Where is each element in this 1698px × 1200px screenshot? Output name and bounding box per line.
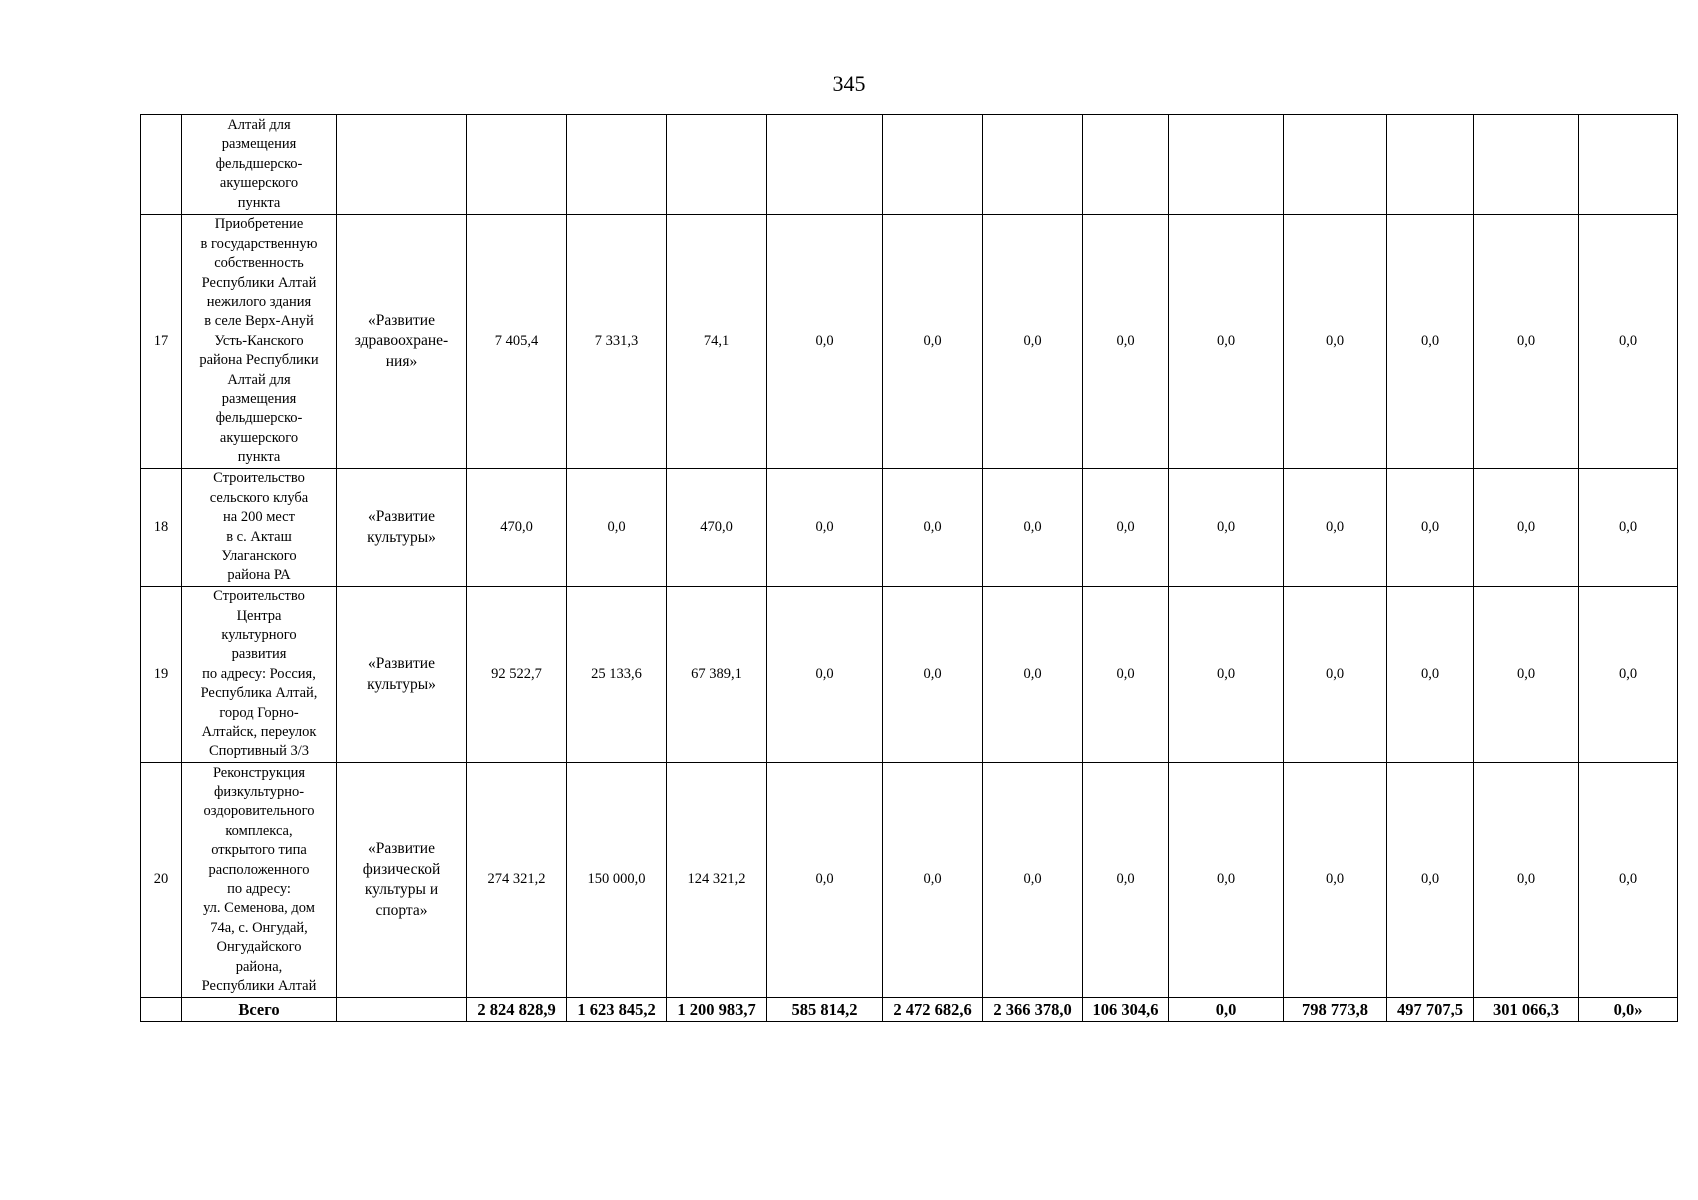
value-cell [667, 115, 767, 215]
value-cell: 0,0 [1579, 215, 1678, 469]
program-cell [337, 215, 467, 469]
value-cell: 0,0 [1387, 215, 1474, 469]
table-row [141, 469, 1678, 587]
value-cell [1169, 115, 1284, 215]
value-cell: 274 321,2 [467, 763, 567, 998]
total-label: Всего [182, 998, 337, 1022]
value-cell: 0,0 [1284, 763, 1387, 998]
total-value-cell: 585 814,2 [767, 998, 883, 1022]
value-cell: 0,0 [767, 763, 883, 998]
program-cell [337, 469, 467, 587]
value-cell: 74,1 [667, 215, 767, 469]
value-cell [567, 115, 667, 215]
value-cell: 0,0 [1284, 587, 1387, 763]
table-row [141, 587, 1678, 763]
value-cell: 0,0 [1284, 469, 1387, 587]
object-name-text: Строительство сельского клуба на 200 мест в с. Акташ Улаганского района РА [209, 470, 309, 584]
page-number: 345 [832, 71, 866, 96]
program-text: «Развитие физической культуры и спорта» [362, 840, 441, 919]
total-value-cell: 1 200 983,7 [667, 998, 767, 1022]
value-cell: 0,0 [1284, 215, 1387, 469]
budget-table [140, 114, 1678, 1022]
value-cell: 0,0 [1474, 587, 1579, 763]
total-row [141, 998, 1678, 1022]
table-body [141, 115, 1678, 1022]
total-value-cell: 0,0 [1169, 998, 1284, 1022]
value-cell: 67 389,1 [667, 587, 767, 763]
value-cell [1284, 115, 1387, 215]
total-value-cell: 497 707,5 [1387, 998, 1474, 1022]
value-cell: 0,0 [1169, 587, 1284, 763]
value-cell: 0,0 [983, 587, 1083, 763]
total-empty-cell [337, 998, 467, 1022]
program-cell [337, 587, 467, 763]
value-cell: 0,0 [883, 215, 983, 469]
value-cell: 0,0 [1083, 469, 1169, 587]
value-cell: 7 405,4 [467, 215, 567, 469]
program-cell [337, 115, 467, 215]
value-cell: 0,0 [1579, 763, 1678, 998]
total-value-cell: 106 304,6 [1083, 998, 1169, 1022]
value-cell [983, 115, 1083, 215]
row-number-cell: 20 [141, 763, 182, 998]
total-value-cell: 0,0» [1579, 998, 1678, 1022]
value-cell [1474, 115, 1579, 215]
value-cell [1579, 115, 1678, 215]
value-cell: 7 331,3 [567, 215, 667, 469]
table-row [141, 115, 1678, 215]
value-cell: 0,0 [767, 215, 883, 469]
value-cell [467, 115, 567, 215]
value-cell: 0,0 [1474, 469, 1579, 587]
object-name-text: Строительство Центра культурного развития по адресу: Россия, Республика Алтай, город Горно- Алтайск, переулок Спортивный 3/3 [200, 588, 318, 760]
object-name-cell [182, 763, 337, 998]
value-cell [1387, 115, 1474, 215]
value-cell [1083, 115, 1169, 215]
value-cell: 0,0 [1474, 215, 1579, 469]
total-value-cell: 2 366 378,0 [983, 998, 1083, 1022]
value-cell: 0,0 [1169, 215, 1284, 469]
total-value-cell: 2 472 682,6 [883, 998, 983, 1022]
value-cell [883, 115, 983, 215]
value-cell: 25 133,6 [567, 587, 667, 763]
total-value-cell: 301 066,3 [1474, 998, 1579, 1022]
value-cell: 0,0 [1579, 469, 1678, 587]
row-number-cell: 19 [141, 587, 182, 763]
program-text: «Развитие культуры» [367, 655, 436, 693]
value-cell: 0,0 [1387, 587, 1474, 763]
row-number-cell: 18 [141, 469, 182, 587]
value-cell: 0,0 [983, 763, 1083, 998]
value-cell: 0,0 [983, 215, 1083, 469]
value-cell: 0,0 [1083, 587, 1169, 763]
object-name-text: Реконструкция физкультурно- оздоровительного комплекса, открытого типа расположенного по адресу: ул. Семенова, дом 74а, с. Онгудай, Онгудайского района, Республики Алтай [201, 764, 317, 995]
table-row [141, 763, 1678, 998]
value-cell: 470,0 [667, 469, 767, 587]
value-cell: 470,0 [467, 469, 567, 587]
object-name-text: Приобретение в государственную собственность Республики Алтай нежилого здания в селе Верх-Ануй Усть-Канского района Республики Алтай для размещения фельдшерско- акушерского пункта [199, 216, 319, 466]
object-name-cell [182, 587, 337, 763]
value-cell: 0,0 [1387, 763, 1474, 998]
program-cell [337, 763, 467, 998]
value-cell: 0,0 [767, 587, 883, 763]
total-value-cell: 2 824 828,9 [467, 998, 567, 1022]
value-cell: 124 321,2 [667, 763, 767, 998]
total-value-cell: 798 773,8 [1284, 998, 1387, 1022]
value-cell: 0,0 [883, 469, 983, 587]
table-row [141, 215, 1678, 469]
value-cell [767, 115, 883, 215]
value-cell: 0,0 [883, 763, 983, 998]
value-cell: 0,0 [1474, 763, 1579, 998]
value-cell: 0,0 [1083, 763, 1169, 998]
value-cell: 0,0 [567, 469, 667, 587]
value-cell: 150 000,0 [567, 763, 667, 998]
value-cell: 92 522,7 [467, 587, 567, 763]
object-name-cell [182, 469, 337, 587]
row-number-cell [141, 115, 182, 215]
program-text: «Развитие культуры» [367, 508, 436, 546]
object-name-text: Алтай для размещения фельдшерско- акушерского пункта [215, 116, 303, 211]
value-cell: 0,0 [1169, 763, 1284, 998]
program-text: «Развитие здравоохране- ния» [354, 311, 449, 370]
total-empty-cell [141, 998, 182, 1022]
value-cell: 0,0 [767, 469, 883, 587]
value-cell: 0,0 [1169, 469, 1284, 587]
value-cell: 0,0 [883, 587, 983, 763]
value-cell: 0,0 [1083, 215, 1169, 469]
value-cell: 0,0 [983, 469, 1083, 587]
total-value-cell: 1 623 845,2 [567, 998, 667, 1022]
object-name-cell [182, 215, 337, 469]
row-number-cell: 17 [141, 215, 182, 469]
object-name-cell [182, 115, 337, 215]
value-cell: 0,0 [1579, 587, 1678, 763]
value-cell: 0,0 [1387, 469, 1474, 587]
